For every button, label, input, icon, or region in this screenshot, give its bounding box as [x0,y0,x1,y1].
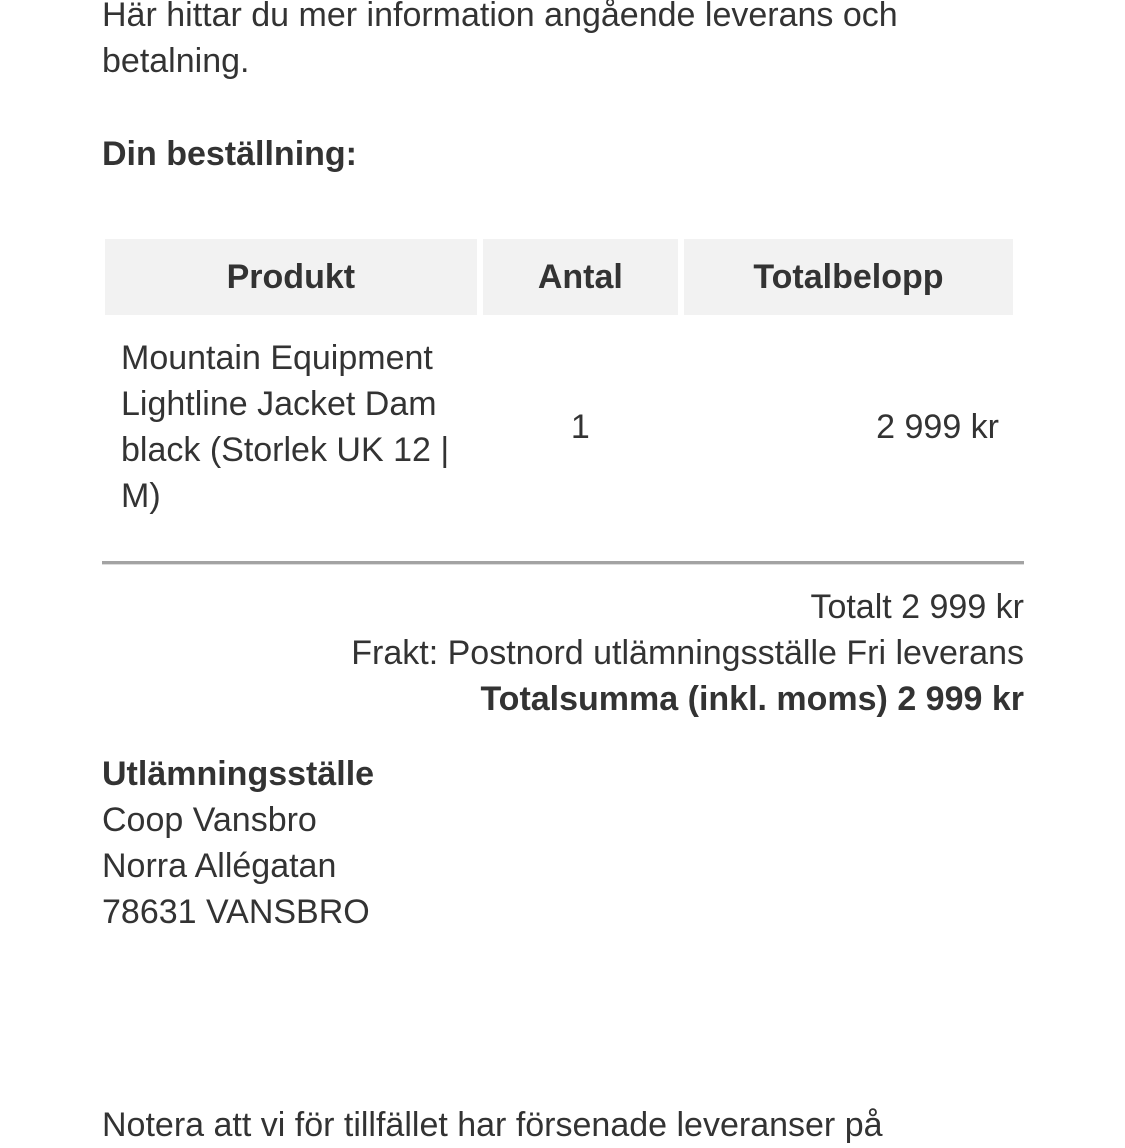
column-header-total: Totalbelopp [684,239,1013,315]
divider [102,561,1024,565]
pickup-location [102,751,374,935]
product-quantity: 1 [570,408,590,446]
order-table-header [105,239,1013,315]
grand-total: Totalsumma (inkl. moms) 2 999 kr [480,680,1024,718]
order-summary [102,584,1024,722]
intro-text: Här hittar du mer information angående leverans och betalning. [102,0,898,80]
product-name: Mountain Equipment Lightline Jacket Dam black (Storlek UK 12 | M) [121,339,450,515]
pickup-name: Coop Vansbro [102,801,317,839]
column-header-quantity: Antal [483,239,678,315]
pickup-street: Norra Allégatan [102,847,337,885]
subtotal: Totalt 2 999 kr [810,588,1024,626]
order-heading: Din beställning: [102,135,357,173]
order-table [99,239,1019,539]
product-total: 2 999 kr [876,408,999,446]
table-row [105,315,1013,539]
pickup-postal-city: 78631 VANSBRO [102,893,370,931]
column-header-product: Produkt [105,239,477,315]
shipping-info: Frakt: Postnord utlämningsställe Fri leverans [351,634,1024,672]
pickup-title: Utlämningsställe [102,755,375,793]
delivery-delay-note: Notera att vi för tillfället har försenade leveranser på [102,1106,883,1144]
